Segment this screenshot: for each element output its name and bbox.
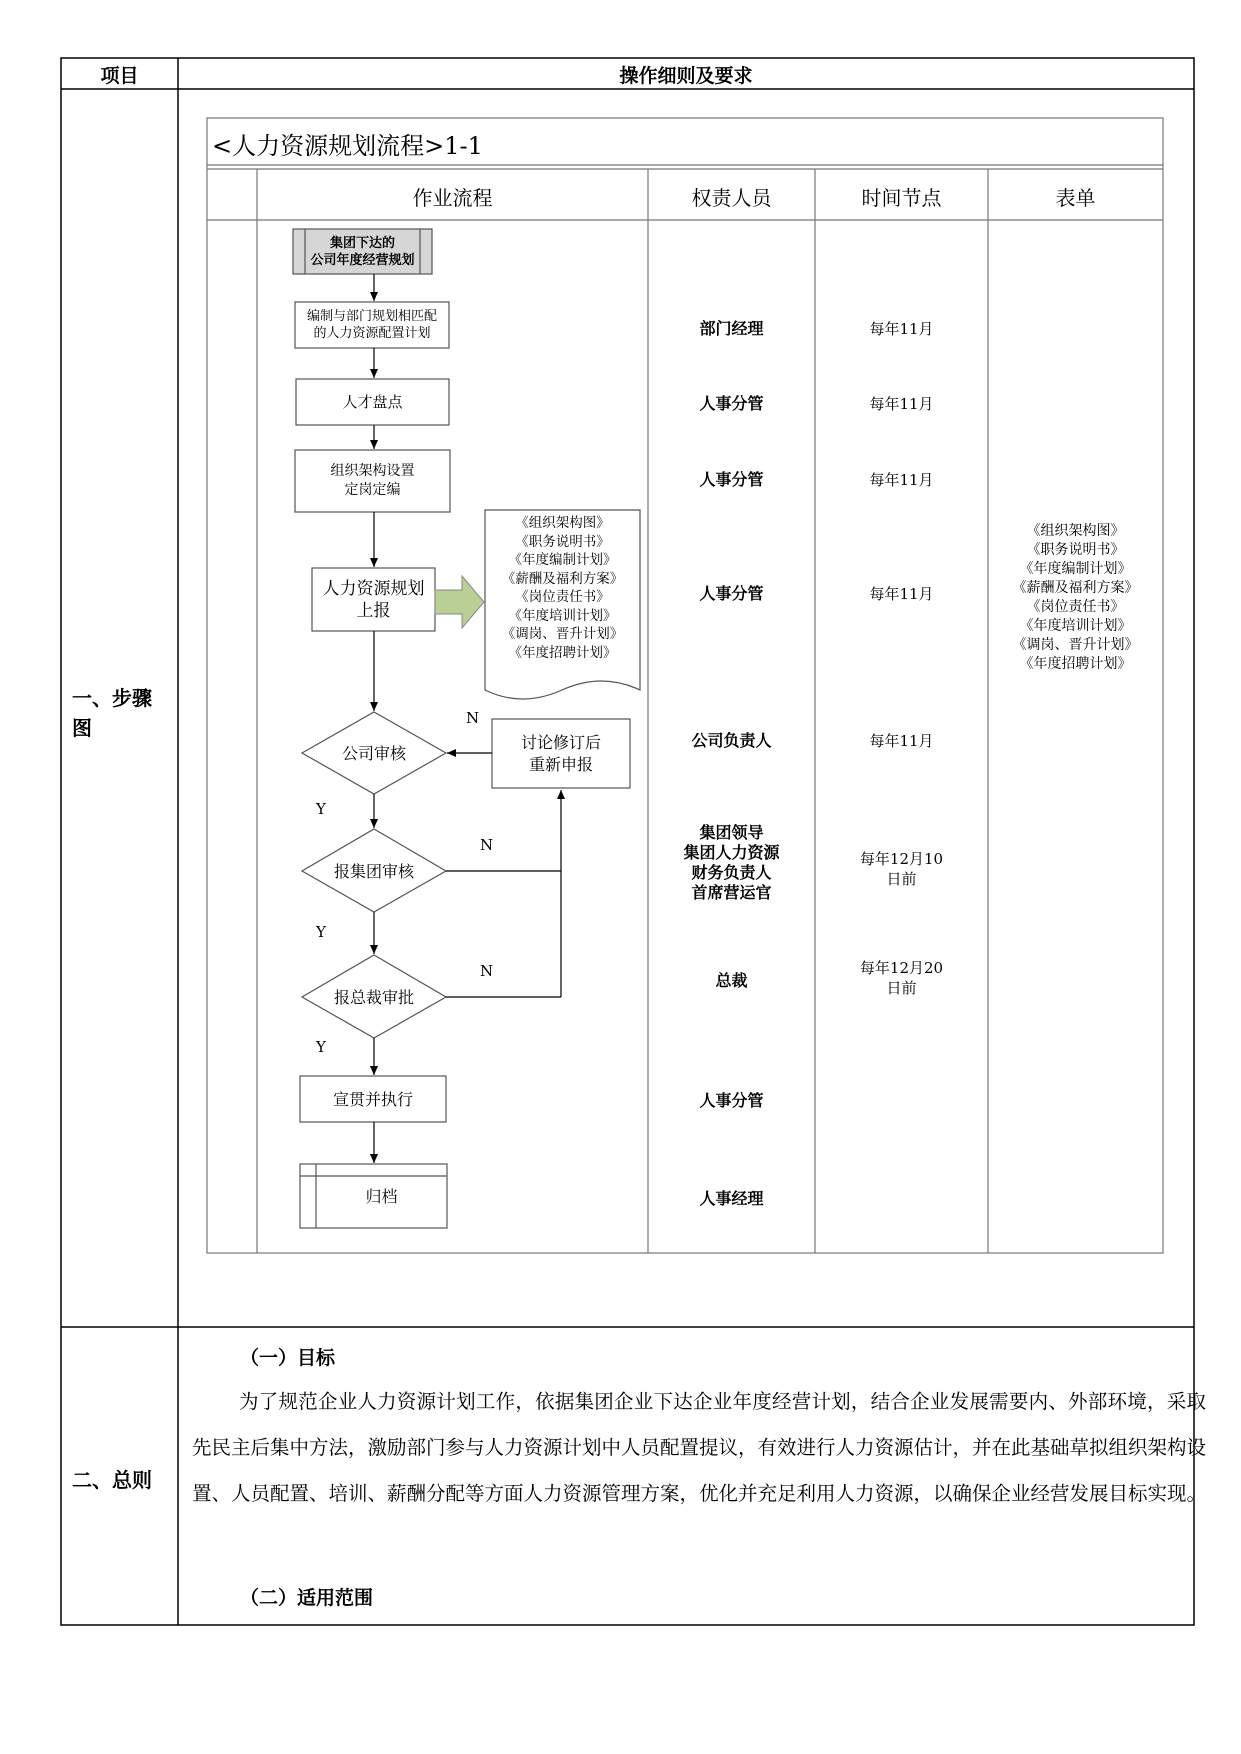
time-7: 每年12月20 日前 bbox=[859, 959, 944, 997]
role-9: 人事经理 bbox=[699, 1189, 764, 1208]
role-5: 公司负责人 bbox=[691, 731, 772, 750]
header-rules: 操作细则及要求 bbox=[619, 65, 753, 87]
node-company-review: 公司审核 bbox=[341, 743, 406, 763]
flow-title: <人力资源规划流程>1-1 bbox=[212, 132, 483, 160]
node-start: 集团下达的 公司年度经营规划 bbox=[310, 235, 415, 268]
row-label-steps: 一、步骤图 bbox=[72, 686, 152, 740]
forms-list: 《组织架构图》 《职务说明书》 《年度编制计划》 《薪酬及福利方案》 《岗位责任书》 《年度培训计划》 《调岗、晋升计划》 《年度招聘计划》 bbox=[1012, 523, 1139, 672]
scope-heading: （二）适用范围 bbox=[240, 1587, 374, 1609]
goal-heading: （一）目标 bbox=[240, 1347, 336, 1369]
label-yes-2: Y bbox=[316, 923, 326, 941]
node-implement: 宣贯并执行 bbox=[332, 1089, 413, 1109]
role-7: 总裁 bbox=[715, 971, 748, 990]
node-compile: 编制与部门规划相匹配 的人力资源配置计划 bbox=[306, 309, 437, 341]
role-3: 人事分管 bbox=[699, 470, 764, 489]
time-3: 每年11月 bbox=[869, 471, 934, 489]
col-header-process: 作业流程 bbox=[412, 186, 493, 210]
time-2: 每年11月 bbox=[869, 395, 934, 413]
header-item: 项目 bbox=[100, 65, 139, 87]
label-yes-3: Y bbox=[316, 1038, 326, 1056]
node-archive: 归档 bbox=[365, 1186, 398, 1206]
node-doc-list: 《组织架构图》 《职务说明书》 《年度编制计划》 《薪酬及福利方案》 《岗位责任书》 《年度培训计划》 《调岗、晋升计划》 《年度招聘计划》 bbox=[501, 515, 624, 661]
time-6: 每年12月10 日前 bbox=[859, 850, 944, 888]
time-5: 每年11月 bbox=[869, 732, 934, 750]
row-label-general: 二、总则 bbox=[72, 1468, 152, 1492]
label-no-2: N bbox=[480, 836, 494, 854]
role-1: 部门经理 bbox=[699, 319, 764, 338]
col-header-time: 时间节点 bbox=[861, 186, 942, 210]
label-no-3: N bbox=[480, 962, 494, 980]
role-8: 人事分管 bbox=[699, 1091, 764, 1110]
col-header-forms: 表单 bbox=[1055, 186, 1096, 210]
goal-paragraph: 为了规范企业人力资源计划工作，依据集团企业下达企业年度经营计划，结合企业发展需要内、外部环境，采取先民主后集中方法，激励部门参与人力资源计划中人员配置提议，有效进行人力资源估计，并在此基础草拟组织架构设置、人员配置、培训、薪酬分配等方面人力资源管理方案，优化并充足利用人力资源，以确保企业经营发展目标实现。 bbox=[192, 1390, 1207, 1505]
node-report: 人力资源规划 上报 bbox=[322, 578, 425, 621]
role-6: 集团领导 集团人力资源 财务负责人 首席营运官 bbox=[683, 823, 780, 902]
label-yes-1: Y bbox=[316, 800, 326, 818]
node-group-review: 报集团审核 bbox=[333, 861, 414, 881]
col-header-owner: 权责人员 bbox=[691, 186, 772, 210]
time-1: 每年11月 bbox=[869, 320, 934, 338]
node-org: 组织架构设置 定岗定编 bbox=[330, 463, 415, 498]
label-no-1: N bbox=[466, 709, 480, 727]
node-inventory: 人才盘点 bbox=[342, 392, 403, 411]
time-4: 每年11月 bbox=[869, 585, 934, 603]
role-4: 人事分管 bbox=[699, 584, 764, 603]
node-ceo-approve: 报总裁审批 bbox=[333, 987, 414, 1007]
role-2: 人事分管 bbox=[699, 394, 764, 413]
hollow-arrow-shape bbox=[435, 576, 484, 628]
node-revise: 讨论修订后 重新申报 bbox=[520, 732, 601, 774]
